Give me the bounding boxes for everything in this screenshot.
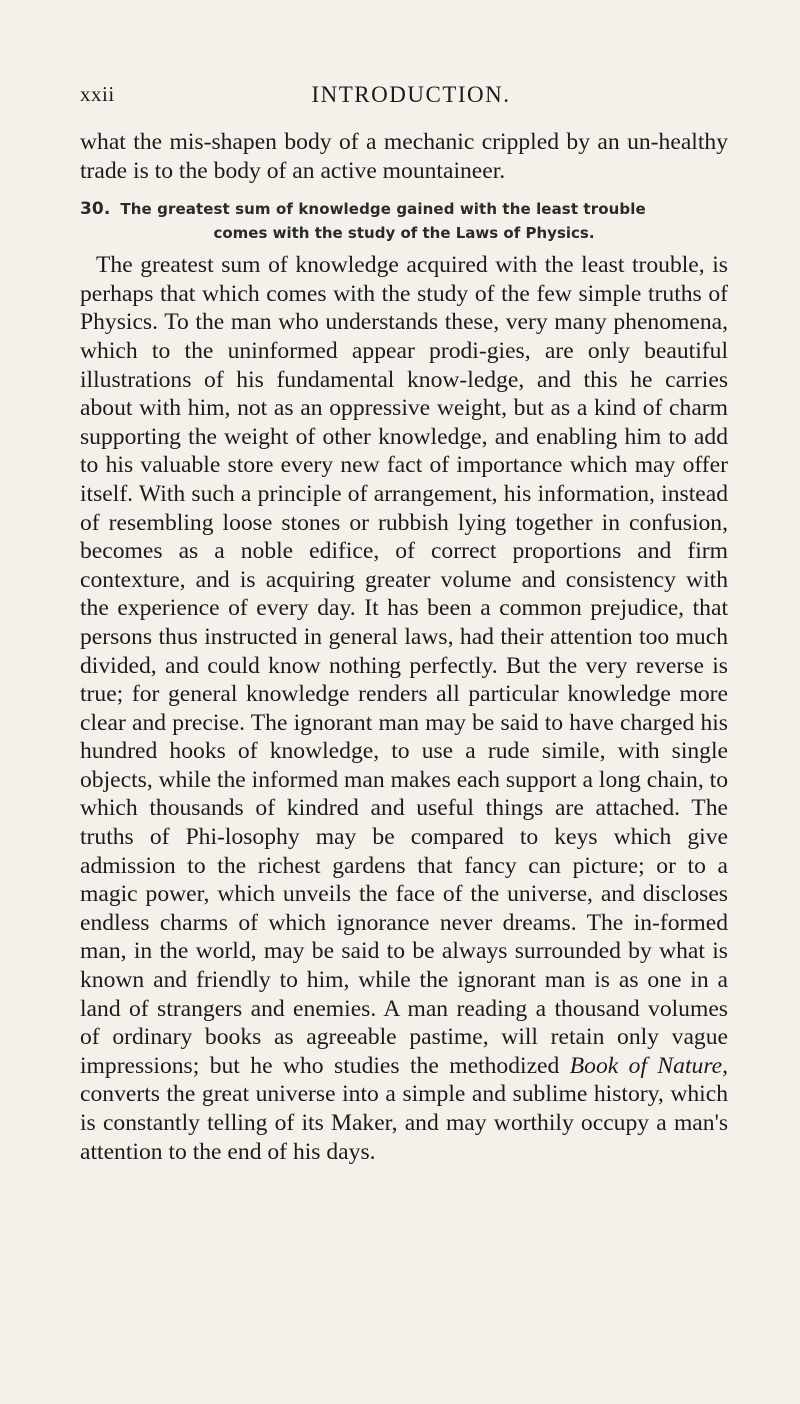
section-number: 30. bbox=[80, 199, 111, 220]
section-title-part-2: comes with the study of the Laws of Physics. bbox=[213, 224, 595, 243]
section-heading-line-1 bbox=[80, 197, 728, 221]
running-title: INTRODUCTION. bbox=[311, 82, 511, 107]
running-head bbox=[80, 82, 728, 112]
italic-title: Book of Nature, bbox=[569, 1052, 728, 1079]
paragraph-continued: what the mis-shapen body of a mechanic crippled by an un-healthy trade is to the body of an active mountaineer. bbox=[80, 129, 728, 184]
paragraph-body bbox=[80, 251, 728, 1166]
page-number: xxii bbox=[80, 82, 115, 106]
section-heading bbox=[80, 197, 728, 245]
paragraph-text-end: converts the great universe into a simple and sublime history, which is constantly telling of its Maker, and may worthily occupy a man's attention to the end of his days. bbox=[80, 1081, 728, 1165]
paragraph-text: The greatest sum of knowledge acquired with the least trouble, is perhaps that which comes with the study of the few simple truths of Physics. To the man who understands these, very many phenomena, which to the uninformed appear prodi-gies, are only beautiful illustrations of his fundamental know-ledge, and this he carries about with him, not as an oppressive weight, but as a kind of charm supporting the weight of other knowledge, and enabling him to add to his valuable store every new fact of importance which may offer itself. With such a principle of arrangement, his information, instead of resembling loose stones or rubbish lying together in confusion, becomes as a noble edifice, of correct proportions and firm contexture, and is acquiring greater volume and consistency with the experience of every day. It has been a common prejudice, that persons thus instructed in general laws, had their attention too much divided, and could know nothing perfectly. But the very reverse is true; for general knowledge renders all particular knowledge more clear and precise. The ignorant man may be said to have charged his hundred hooks of knowledge, to use a rude simile, with single objects, while the informed man makes each support a long chain, to which thousands of kindred and useful things are attached. The truths of Phi-losophy may be compared to keys which give admission to the richest gardens that fancy can picture; or to a magic power, which unveils the face of the universe, and discloses endless charms of which ignorance never dreams. The in-formed man, in the world, may be said to be always surrounded by what is known and friendly to him, while the ignorant man is as one in a land of strangers and enemies. A man reading a thousand volumes of ordinary books as agreeable pastime, will retain only vague impressions; but he who studies the methodized bbox=[80, 252, 728, 1079]
section-title-part-1: The greatest sum of knowledge gained with the least trouble bbox=[120, 200, 646, 219]
book-page bbox=[80, 82, 728, 1166]
